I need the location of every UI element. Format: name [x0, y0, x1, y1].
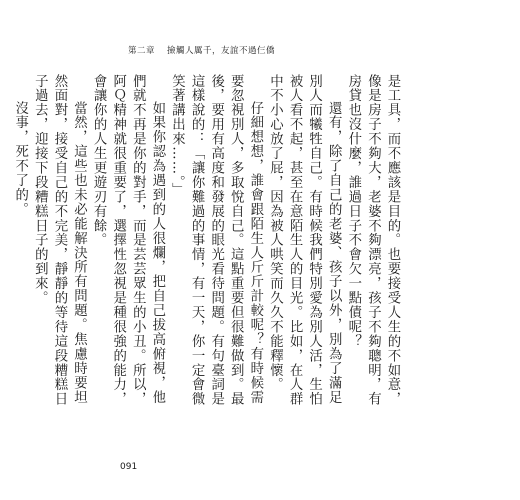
paragraph: 當然，這些也未必能解決所有問題。焦慮時要坦然面對，接受自己的不完美，靜靜的等待這段糟糕日子過去，迎接下段糟糕日子的到來。 [32, 74, 87, 407]
paragraph: 如果你認為遇到的人很爛，把自己拔高俯視，他們就不再是你的對手，而是芸芸眾生的小丑。所以，阿Ｑ精神就很重要了，選擇性忽視是種很強的能力，會讓你的人生更遊刃有餘。 [91, 74, 165, 407]
page-number: 091 [120, 462, 138, 472]
paragraph: 沒事，死不了的。 [12, 100, 28, 217]
running-header [128, 44, 275, 56]
chapter-label: 第二章 [128, 46, 156, 56]
paragraph: 是工具，而不應該是目的。也要接受人生的不如意，像是房子不夠大，老婆不夠漂亮，孩子不夠聰明，有房貸也沒什麼，誰過日子不會欠一點債呢？ [345, 74, 400, 407]
paragraph: 仔細想想，誰會跟陌生人斤斤計較呢？有時候需要忽視別人，多取悅自己。這點重要但很難做到。最後，要用有高度和發展的眼光看待問題。有句臺詞是這樣說的：「讓你難過的事情，有一天，你一定會微笑著講出來……。」 [169, 74, 263, 407]
vertical-body-text [10, 74, 402, 414]
paragraph: 還有，除了自己的老婆、孩子以外，別為了滿足別人而犧牲自己。有時候我們特別愛為別人活，生怕被人看不起，甚至在意陌生人的目光。比如，在人群中不小心放了屁，因為被人哄笑而久久不能釋懷。 [267, 74, 342, 407]
chapter-title: 撿觸人厲千，友誼不過仨僑 [167, 46, 276, 56]
